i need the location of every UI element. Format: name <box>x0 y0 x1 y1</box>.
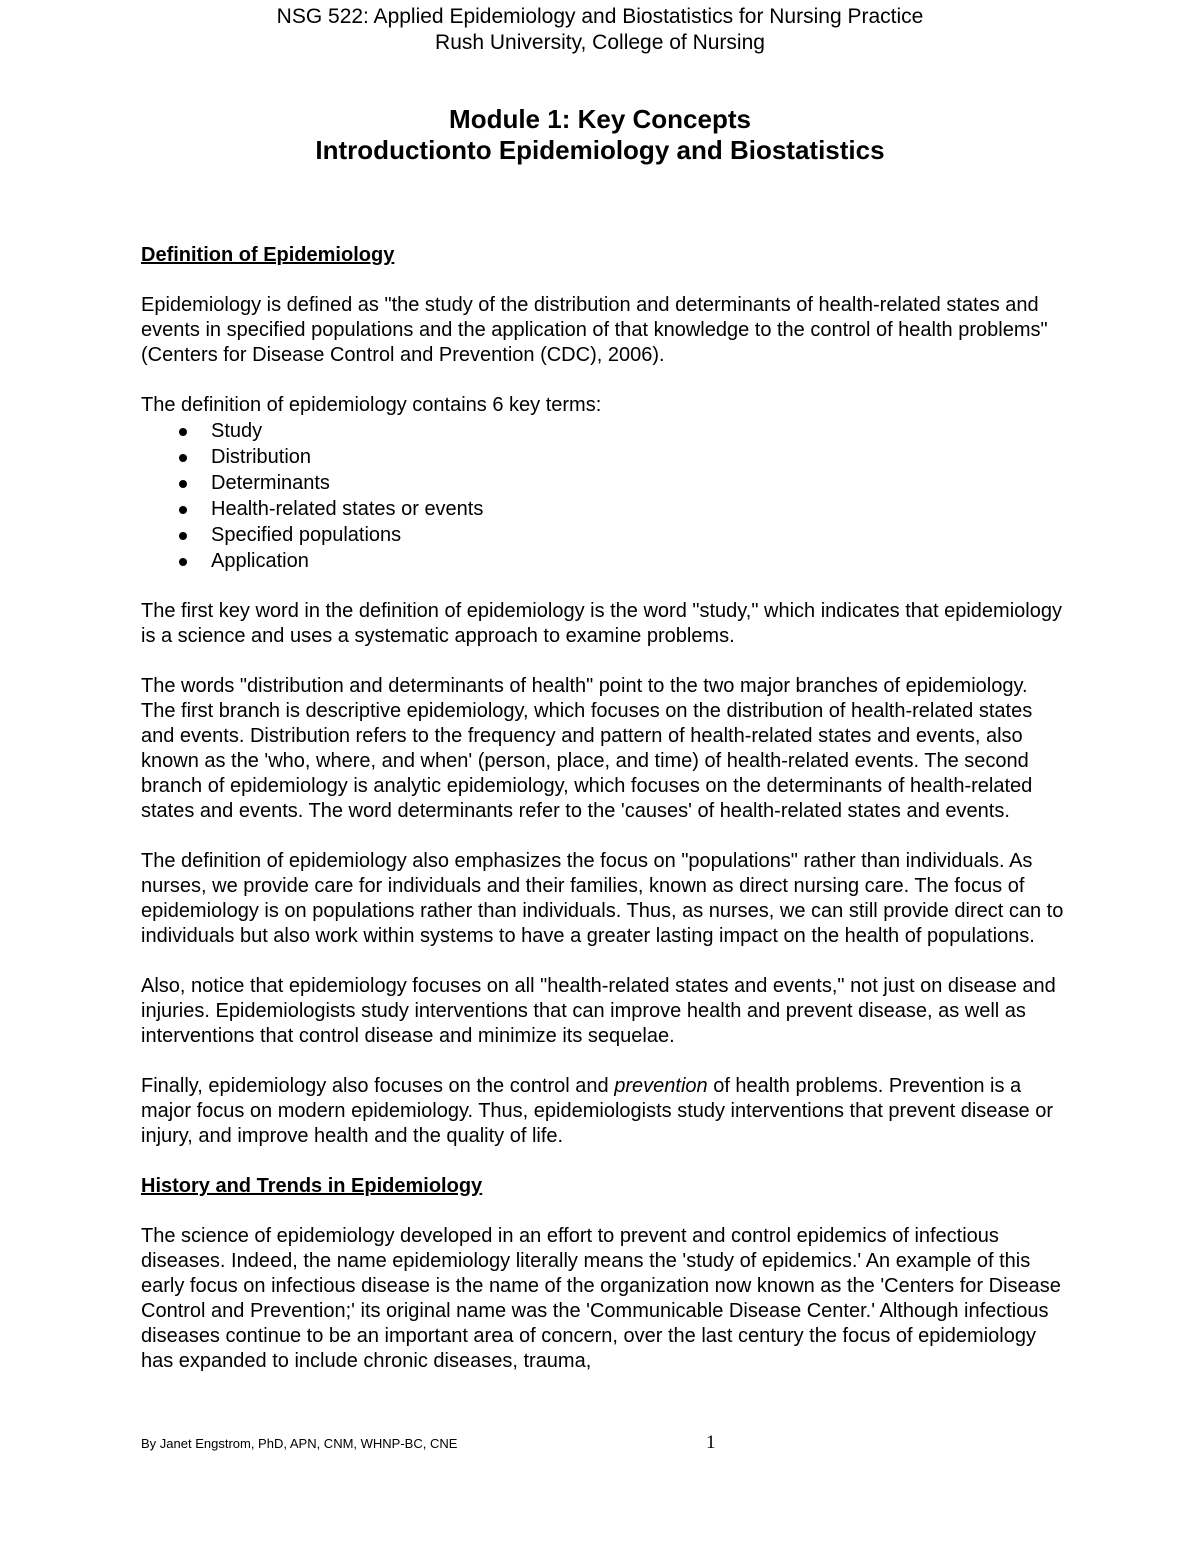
section-heading-definition: Definition of Epidemiology <box>141 244 395 266</box>
paragraph-history: The science of epidemiology developed in an effort to prevent and control epidemics of infectious diseases. Indeed, the name epidemiology literally means the 'study of epidemics.' An example of this early focus on infectious disease is the name of the organization now known as the 'Centers for Disease Control and Prevention;' its original name was the 'Communicable Disease Center.' Although infectious diseases continue to be an important area of concern, over the last century the focus of epidemiology has expanded to include chronic diseases, trauma, <box>141 1225 1061 1372</box>
list-item: Determinants <box>141 470 1066 496</box>
paragraph-populations: The definition of epidemiology also emphasizes the focus on "populations" rather than individuals. As nurses, we provide care for individuals and their families, known as direct nursing care. The focus of epidemiology is on populations rather than individuals. Thus, as nurses, we can still provide direct can to individuals but also work within systems to have a greater lasting impact on the health of populations. <box>141 850 1064 947</box>
course-title: NSG 522: Applied Epidemiology and Biostatistics for Nursing Practice <box>276 5 924 28</box>
list-item: Distribution <box>141 444 1066 470</box>
list-item: Study <box>141 418 1066 444</box>
list-item: Specified populations <box>141 522 1066 548</box>
module-subtitle: Introductionto Epidemiology and Biostatistics <box>315 135 885 165</box>
page-number: 1 <box>706 1432 716 1453</box>
paragraph-terms-intro: The definition of epidemiology contains 6 key terms: <box>141 394 602 416</box>
running-header <box>0 4 1200 56</box>
key-terms-list <box>141 418 1066 574</box>
paragraph-study: The first key word in the definition of epidemiology is the word "study," which indicates that epidemiology is a science and uses a systematic approach to examine problems. <box>141 600 1062 647</box>
list-item: Health-related states or events <box>141 496 1066 522</box>
bullet-icon <box>179 558 187 566</box>
paragraph-distribution: The words "distribution and determinants of health" point to the two major branches of epidemiology. The first branch is descriptive epidemiology, which focuses on the distribution of health-related states and events. Distribution refers to the frequency and pattern of health-related states and events, also known as the 'who, where, and when' (person, place, and time) of health-related events. The second branch of epidemiology is analytic epidemiology, which focuses on the determinants of health-related states and events. The word determinants refer to the 'causes' of health-related states and events. <box>141 675 1033 822</box>
bullet-icon <box>179 480 187 488</box>
module-title: Module 1: Key Concepts <box>449 104 751 134</box>
list-item: Application <box>141 548 1066 574</box>
footer-author: By Janet Engstrom, PhD, APN, CNM, WHNP-BC, CNE <box>141 1436 458 1451</box>
paragraph-definition: Epidemiology is defined as "the study of the distribution and determinants of health-related states and events in specified populations and the application of that knowledge to the control of health problems" (Centers for Disease Control and Prevention (CDC), 2006). <box>141 294 1048 366</box>
paragraph-prevention: Finally, epidemiology also focuses on the control and prevention of health problems. Prevention is a major focus on modern epidemiology. Thus, epidemiologists study interventions that prevent disease or injury, and improve health and the quality of life. <box>141 1075 1053 1147</box>
document-body <box>141 243 1066 1374</box>
section-heading-history: History and Trends in Epidemiology <box>141 1175 483 1197</box>
bullet-icon <box>179 506 187 514</box>
institution-name: Rush University, College of Nursing <box>435 31 765 54</box>
module-title-block <box>0 104 1200 166</box>
bullet-icon <box>179 454 187 462</box>
paragraph-health-states: Also, notice that epidemiology focuses on all "health-related states and events," not just on disease and injuries. Epidemiologists study interventions that can improve health and prevent disease, as well as interventions that control disease and minimize its sequelae. <box>141 975 1056 1047</box>
bullet-icon <box>179 532 187 540</box>
bullet-icon <box>179 428 187 436</box>
